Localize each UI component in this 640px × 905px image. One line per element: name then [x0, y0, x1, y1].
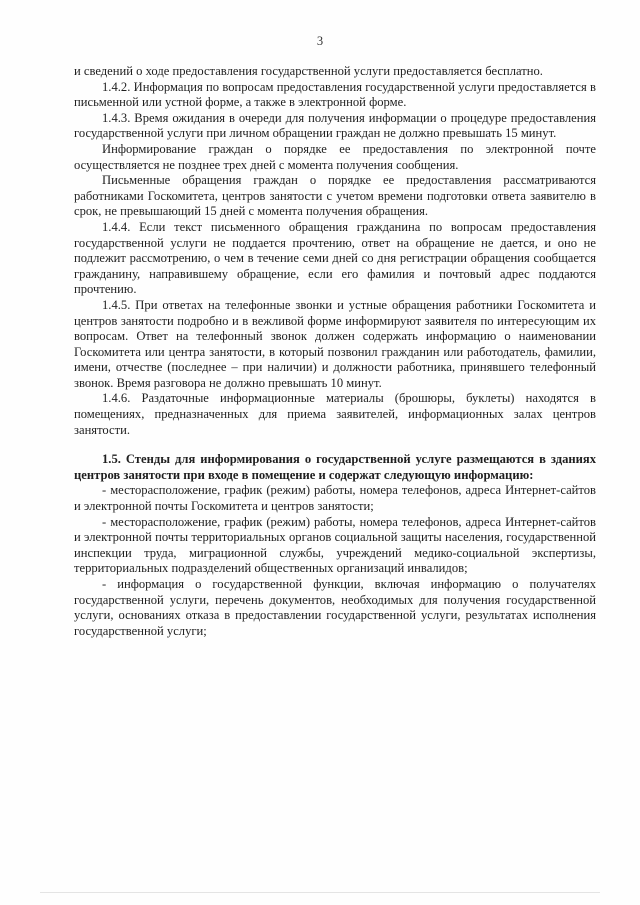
- paragraph-1-4-2: 1.4.2. Информация по вопросам предоставления государственной услуги предоставляется в письменной или устной форме, а также в электронной форме.: [74, 79, 596, 110]
- document-body: [74, 64, 596, 639]
- list-item: - месторасположение, график (режим) работы, номера телефонов, адреса Интернет-сайтов и электронной почты Госкомитета и центров занятости;: [74, 483, 596, 514]
- page-number: 3: [316, 34, 324, 48]
- list-item: - информация о государственной функции, включая информацию о получателях государственной услуги, перечень документов, необходимых для получения государственной услуги, основаниях отказа в предоставлении государственной услуги, результатах исполнения государственной услуги;: [74, 577, 596, 638]
- paragraph-1-4-5: 1.4.5. При ответах на телефонные звонки и устные обращения работники Госкомитета и центров занятости подробно и в вежливой форме информируют заявителя по интересующим их вопросам. Ответ на телефонный звонок должен содержать информацию о наименовании Госкомитета или центра занятости, в который позвонил гражданин или работодатель, фамилии, имени, отчестве (последнее – при наличии) и должности работника, принявшего телефонный звонок. Время разговора не должно превышать 10 минут.: [74, 297, 596, 390]
- paragraph-continuation: и сведений о ходе предоставления государственной услуги предоставляется бесплатно.: [74, 64, 543, 78]
- section-heading-1-5: 1.5. Стенды для информирования о государственной услуге размещаются в зданиях центров занятости при входе в помещение и содержат следующую информацию:: [74, 452, 596, 482]
- paragraph-1-4-6: 1.4.6. Раздаточные информационные материалы (брошюры, буклеты) находятся в помещениях, предназначенных для приема заявителей, информационных залах центров занятости.: [74, 391, 596, 437]
- paragraph-email-info: Информирование граждан о порядке ее предоставления по электронной почте осуществляется не позднее трех дней с момента получения сообщения.: [74, 141, 596, 172]
- paragraph-written-requests: Письменные обращения граждан о порядке ее предоставления рассматриваются работниками Госкомитета, центров занятости с учетом времени подготовки ответа заявителю в срок, не превышающий 15 дней с момента получения обращения.: [74, 173, 596, 219]
- page-edge-divider: [40, 892, 600, 893]
- list-item: - месторасположение, график (режим) работы, номера телефонов, адреса Интернет-сайтов и электронной почты территориальных органов социальной защиты населения, государственной инспекции труда, миграционной службы, учреждений медико-социальной экспертизы, территориальных подразделений общественных организаций инвалидов;: [74, 514, 596, 576]
- paragraph-1-4-3: 1.4.3. Время ожидания в очереди для получения информации о процедуре предоставления государственной услуги при личном обращении граждан не должно превышать 15 минут.: [74, 110, 596, 141]
- paragraph-1-4-4: 1.4.4. Если текст письменного обращения гражданина по вопросам предоставления государственной услуги не поддается прочтению, ответ на обращение не дается, и оно не подлежит рассмотрению, о чем в течение семи дней со дня регистрации обращения сообщается гражданину, направившему обращение, если его фамилия и почтовый адрес поддаются прочтению.: [74, 219, 596, 297]
